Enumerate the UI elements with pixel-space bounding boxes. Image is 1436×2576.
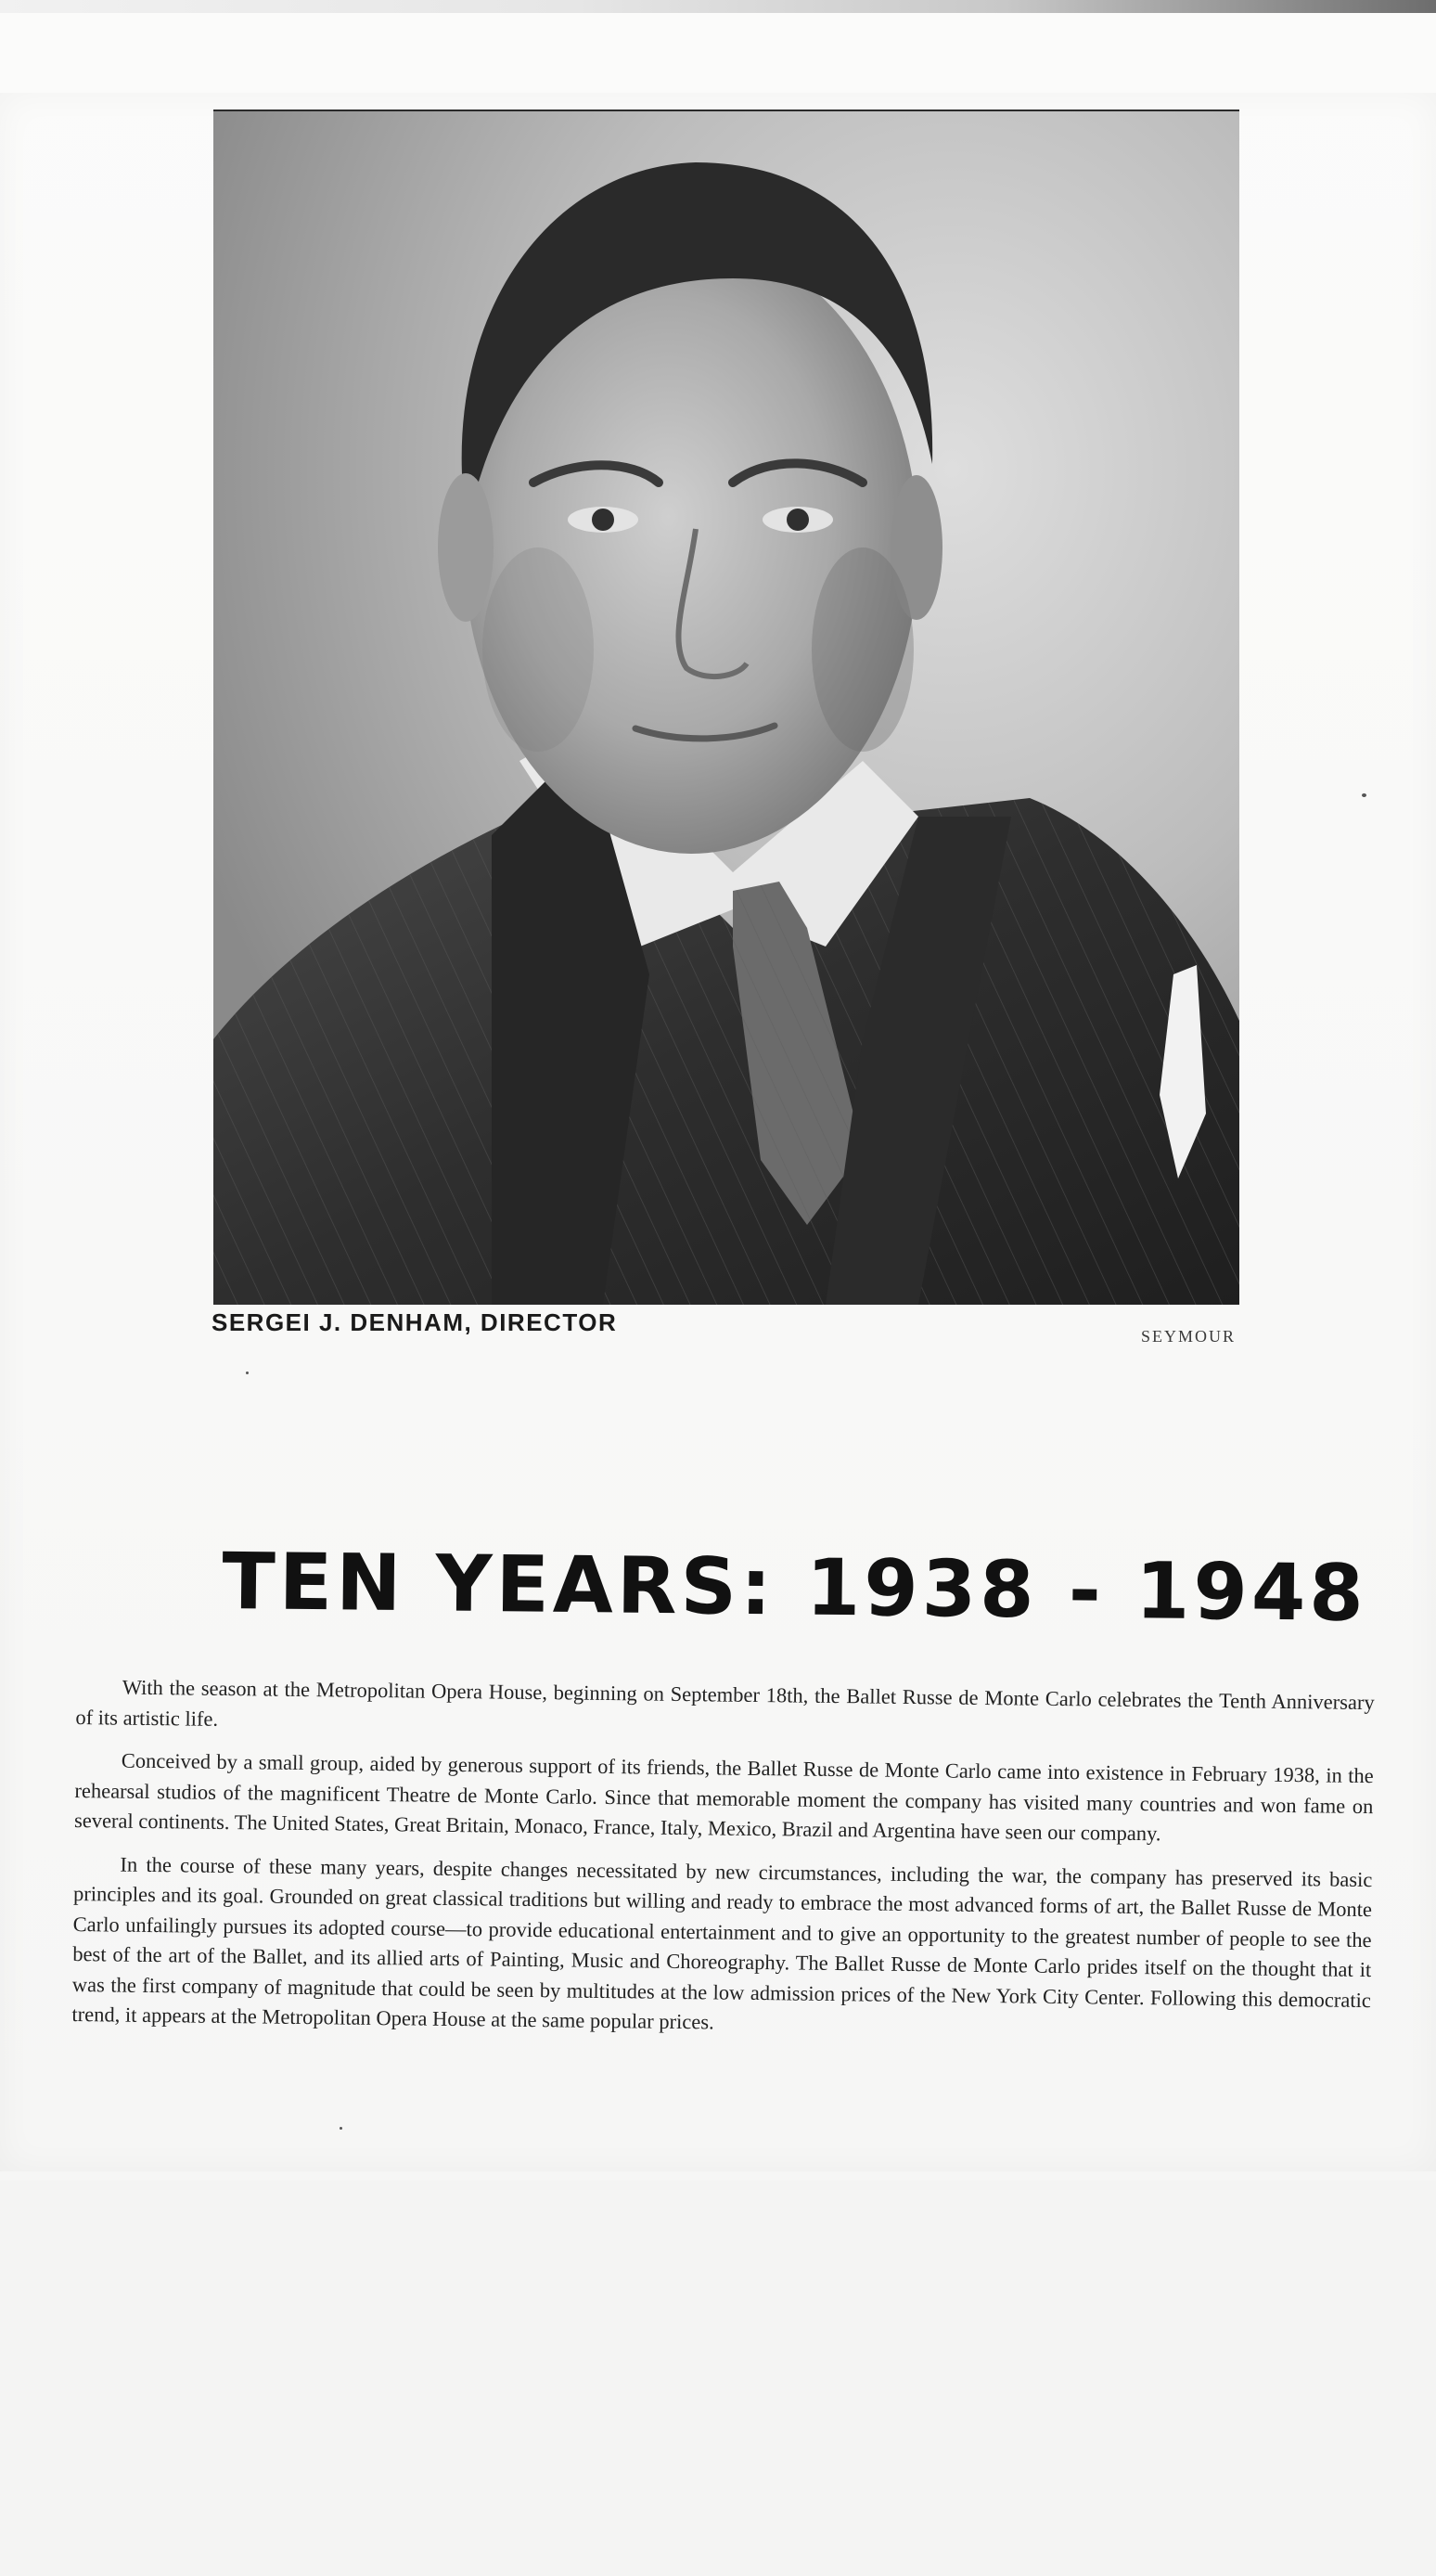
portrait-illustration bbox=[213, 111, 1239, 1305]
scan-speck bbox=[246, 1372, 249, 1374]
page-top-edge bbox=[0, 0, 1436, 13]
article-paragraph: With the season at the Metropolitan Opera House, beginning on September 18th, the Ballet Russe de Monte Carlo celebrates the Tenth Anniversary of its artistic life. bbox=[75, 1675, 1375, 1731]
article-paragraph: Conceived by a small group, aided by generous support of its friends, the Ballet Russe de Monte Carlo came into existence in February 1938, in the rehearsal studios of the magnificent Theatre de Monte Carlo. Since that memorable moment the company has visited many countries and won fame on several continents. The United States, Great Britain, Monaco, France, Italy, Mexico, Brazil and Argentina have seen our company. bbox=[73, 1748, 1374, 1846]
article-body bbox=[71, 1672, 1375, 2059]
portrait-photo bbox=[213, 109, 1239, 1305]
photo-credit: SEYMOUR bbox=[1141, 1327, 1237, 1346]
scan-speck bbox=[340, 2127, 342, 2130]
photo-caption: SERGEI J. DENHAM, DIRECTOR bbox=[212, 1308, 618, 1336]
article-paragraph: In the course of these many years, despite changes necessitated by new circumstances, including the war, the company has preserved its basic principles and its goal. Grounded on great classical traditions but willing and ready to embrace the most advanced forms of art, the Ballet Russe de Monte Carlo unfailingly pursues its adopted course—to provide educational entertainment and to give an opportunity to the greatest number of people to see the best of the art of the Ballet, and its allied arts of Painting, Music and Choreography. The Ballet Russe de Monte Carlo prides itself on the thought that it was the first company of magnitude that could be seen by multitudes at the low admission prices of the New York City Center. Following this democratic trend, it appears at the Metropolitan Opera House at the same popular prices. bbox=[71, 1852, 1373, 2034]
page-title: TEN YEARS: 1938 - 1948 bbox=[221, 1536, 1368, 1639]
scan-speck bbox=[1362, 793, 1366, 797]
